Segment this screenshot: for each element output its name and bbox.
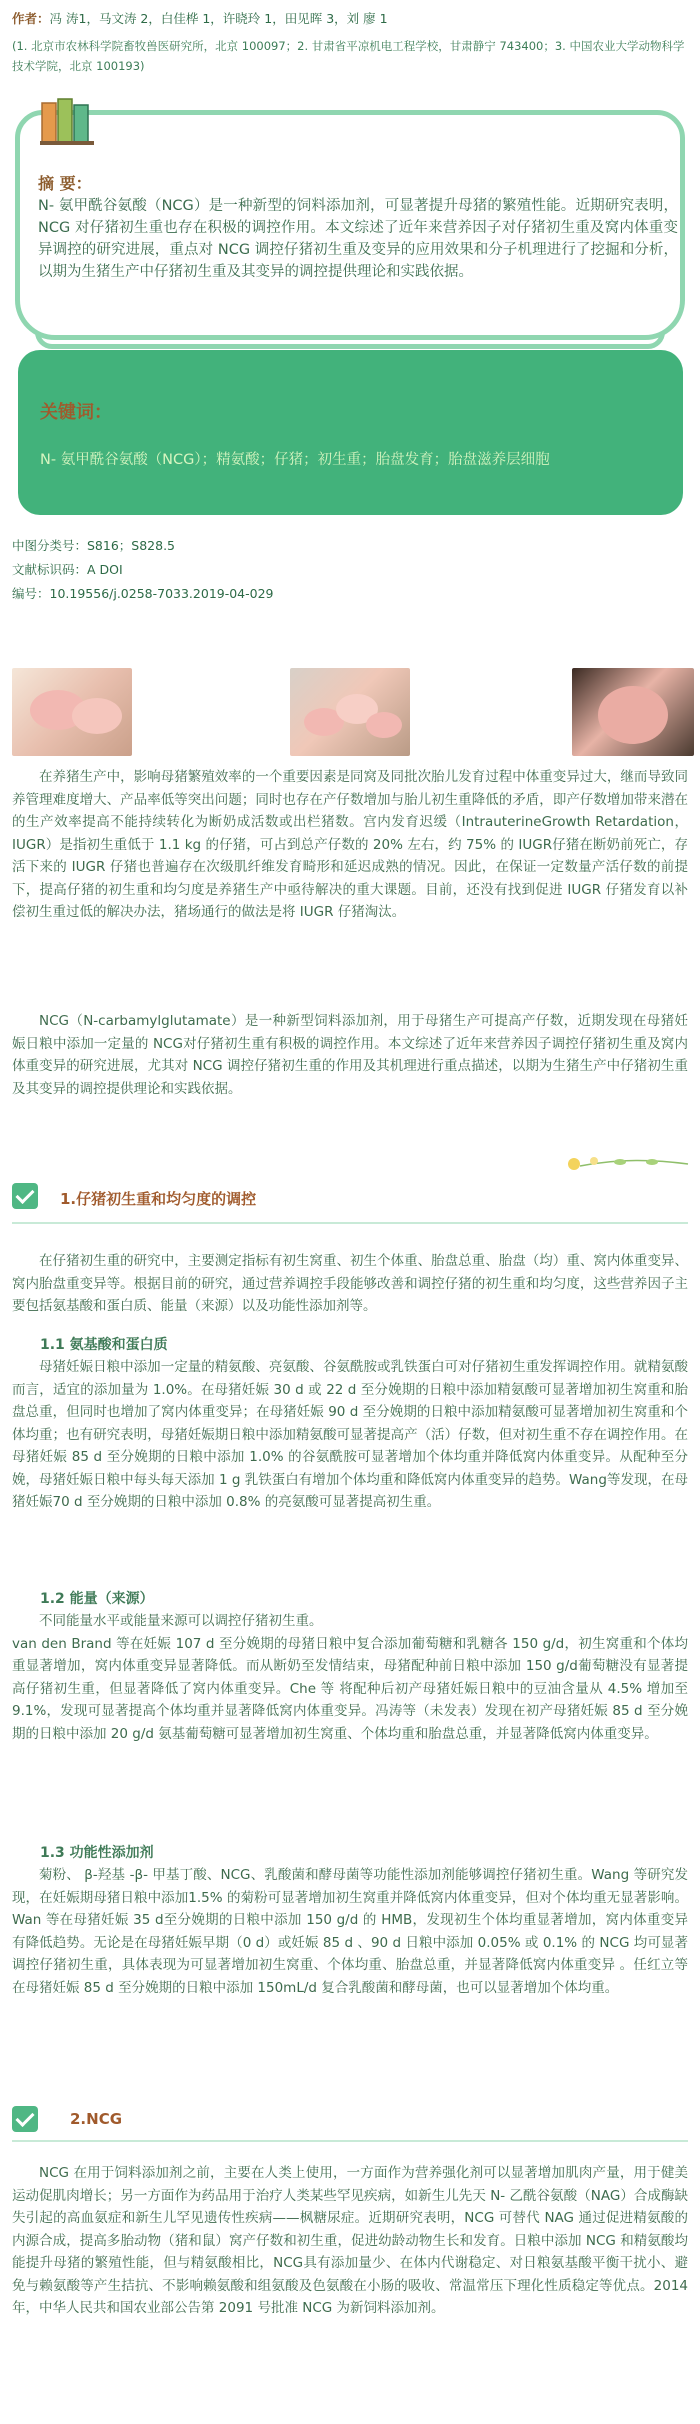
abstract-title: 摘 要： [38, 174, 92, 193]
document-code: 文献标识码：A DOI [12, 562, 123, 577]
abstract-card [15, 110, 685, 340]
clc-number: 中图分类号：S816；S828.5 [12, 538, 176, 553]
authors: 冯 涛1，马文涛 2，白佳桦 1，许晓玲 1，田见晖 3，刘 廖 1 [49, 11, 388, 26]
affiliation: (1. 北京市农林科学院畜牧兽医研究所，北京 100097；2. 甘肃省平凉机电工程学校，甘肃静宁 743400；3. 中国农业大学动物科学技术学院，北京 100193) [12, 39, 685, 73]
section2-title: 2.NCG [70, 2110, 123, 2128]
abstract-body [38, 173, 678, 283]
subsection-1-1-title: 1.1 氨基酸和蛋白质 [40, 1337, 168, 1353]
section1-intro: 在仔猪初生重的研究中，主要测定指标有初生窝重、初生个体重、胎盘总重、胎盘（均）重、窝内体重变异、窝内胎盘重变异等。根据目前的研究，通过营养调控手段能够改善和调控仔猪的初生重和均匀度，这些营养因子主要包括氨基酸和蛋白质、能量（来源）以及功能性添加剂等。 [12, 1253, 688, 1314]
section2-text: NCG 在用于饲料添加剂之前，主要在人类上使用，一方面作为营养强化剂可以显著增加肌肉产量，用于健美运动促肌肉增长；另一方面作为药品用于治疗人类某些罕见疾病，如新生儿先天 N- 乙酰谷氨酸（NAG）合成酶缺失引起的高血氨症和新生儿罕见遗传性疾病——枫糖尿症。近期研究表明，NCG 可替代 NAG 通过促进精氨酸的内源合成，提高多胎动物（猪和鼠）窝产仔数和初生重，促进幼龄动物生长和发育。日粮中添加 NCG 和精氨酸均能提升母猪的繁殖性能，但与精氨酸相比，NCG具有添加量少、在体内代谢稳定、对日粮氨基酸平衡干扰小、避免与赖氨酸等产生拮抗、不影响赖氨酸和组氨酸及色氨酸在小肠的吸收、常温常压下理化性质稳定等优点。2014 年，中华人民共和国农业部公告第 2091 号批准 NCG 为新饲料添加剂。 [12, 2165, 688, 2316]
keywords-title: 关键词： [40, 402, 112, 423]
intro-paragraph-1: 在养猪生产中，影响母猪繁殖效率的一个重要因素是同窝及同批次胎儿发育过程中体重变异过大，继而导致同养管理难度增大、产品率低等突出问题；同时也存在产仔数增加与胎儿初生重降低的矛盾，即产仔数增加带来潜在的生产效率提高不能持续转化为断奶成活数或出栏猪数。宫内发育迟缓（IntrauterineGrowth Retardation，IUGR）是指初生重低于 1.1 kg 的仔猪，可占到总产仔数的 20% 左右，约 75% 的 IUGR仔猪在断奶前死亡，存活下来的 IUGR 仔猪也普遍存在次级肌纤维发育畸形和延迟成熟的情况。因此，在保证一定数量产活仔数的前提下，提高仔猪的初生重和均匀度是养猪生产中亟待解决的重大课题。目前，还没有找到促进 IUGR 仔猪发育以补偿初生重过低的解决办法，猪场通行的做法是将 IUGR 仔猪淘汰。 [12, 769, 688, 920]
check-icon [12, 1183, 38, 1209]
section-divider [12, 2140, 688, 2142]
subsection-1-2-title: 1.2 能量（来源） [40, 1591, 154, 1607]
keywords-text: N- 氨甲酰谷氨酸（NCG）；精氨酸；仔猪；初生重；胎盘发育；胎盘滋养层细胞 [40, 452, 550, 468]
subsection-1-2-text: 不同能量水平或能量来源可以调控仔猪初生重。 van den Brand 等在妊娠 107 d 至分娩期的母猪日粮中复合添加葡萄糖和乳糖各 150 g/d，初生窝重和个体均重显著增加，窝内体重变异显著降低。而从断奶至发情结束，母猪配种前日粮中添加 150 g/d葡萄糖没有显著提高仔猪初生重，但显著降低了窝内体重变异。Che 等 将配种后初产母猪妊娠日粮中的豆油含量从 4.5% 增加至 9.1%，发现可显著提高个体均重并显著降低窝内体重变异。冯涛等（未发表）发现在初产母猪妊娠 85 d 至分娩期的日粮中添加 20 g/d 氨基葡萄糖可显著增加初生窝重、个体均重和胎盘总重，并显著降低窝内体重变异。 [12, 1613, 688, 1742]
flower-icon [560, 1150, 690, 1176]
piglet-photo [290, 668, 410, 756]
piglet-photo [572, 668, 694, 756]
abstract-text: N- 氨甲酰谷氨酸（NCG）是一种新型的饲料添加剂，可显著提升母猪的繁殖性能。近期研究表明，NCG 对仔猪初生重也存在积极的调控作用。本文综述了近年来营养因子对仔猪初生重及窝内体重变异调控的研究进展，重点对 NCG 调控仔猪初生重及变异的应用效果和分子机理进行了挖掘和分析，以期为生猪生产中仔猪初生重及其变异的调控提供理论和实践依据。 [38, 198, 678, 280]
intro-paragraph-2: NCG（N-carbamylglutamate）是一种新型饲料添加剂，用于母猪生产可提高产仔数，近期发现在母猪妊娠日粮中添加一定量的 NCG对仔猪初生重有积极的调控作用。本文综述了近年来营养因子调控仔猪初生重及窝内体重变异的研究进展，尤其对 NCG 调控仔猪初生重的作用及其机理进行重点描述，以期为生猪生产中仔猪初生重及其变异的调控提供理论和实践依据。 [12, 1013, 688, 1097]
section-divider [12, 1222, 688, 1224]
section1-title: 1.仔猪初生重和均匀度的调控 [60, 1190, 257, 1208]
check-icon [12, 2106, 38, 2132]
keywords-card [18, 350, 683, 515]
piglet-photo [12, 668, 132, 756]
subsection-1-3-title: 1.3 功能性添加剂 [40, 1845, 154, 1861]
doi: 编号：10.19556/j.0258-7033.2019-04-029 [12, 586, 274, 601]
subsection-1-3-text: 菊粉、 β-羟基 -β- 甲基丁酸、NCG、乳酸菌和酵母菌等功能性添加剂能够调控仔猪初生重。Wang 等研究发现，在妊娠期母猪日粮中添加1.5% 的菊粉可显著增加初生窝重并降低窝内体重变异，但对个体均重无显著影响。Wan 等在母猪妊娠 35 d至分娩期的日粮中添加 150 g/d 的 HMB，发现初生个体均重显著增加，窝内体重变异有降低趋势。无论是在母猪妊娠早期（0 d）或妊娠 85 d 、90 d 日粮中添加 0.05% 或 0.1% 的 NCG 均可显著调控仔猪初生重，具体表现为可显著增加初生窝重、个体均重、胎盘总重，并显著降低窝内体重变异 。任红立等在母猪妊娠 85 d 至分娩期的日粮中添加 150mL/d 复合乳酸菌和酵母菌，也可以显著增加个体均重。 [12, 1867, 688, 1996]
books-icon [38, 95, 98, 147]
authors-line [12, 10, 692, 28]
authors-label: 作者： [12, 11, 50, 26]
subsection-1-1-text: 母猪妊娠日粮中添加一定量的精氨酸、亮氨酸、谷氨酰胺或乳铁蛋白可对仔猪初生重发挥调控作用。就精氨酸而言，适宜的添加量为 1.0%。在母猪妊娠 30 d 或 22 d 至分娩期的日粮中添加精氨酸可显著增加初生窝重和胎盘总重，但同时也增加了窝内体重变异；在母猪妊娠 90 d 至分娩期的日粮中添加精氨酸可显著增加初生窝重和个体均重；也有研究表明，母猪妊娠期日粮中添加精氨酸可显著提高产（活）仔数，但对初生重不存在调控作用。在母猪妊娠 85 d 至分娩期的日粮中添加 1.0% 的谷氨酰胺可显著增加个体均重并降低窝内体重变异。从配种至分娩，母猪妊娠日粮中每头每天添加 1 g 乳铁蛋白有增加个体均重和降低窝内体重变异的趋势。Wang等发现，在母猪妊娠70 d 至分娩期的日粮中添加 0.8% 的亮氨酸可显著提高初生重。 [12, 1359, 688, 1510]
